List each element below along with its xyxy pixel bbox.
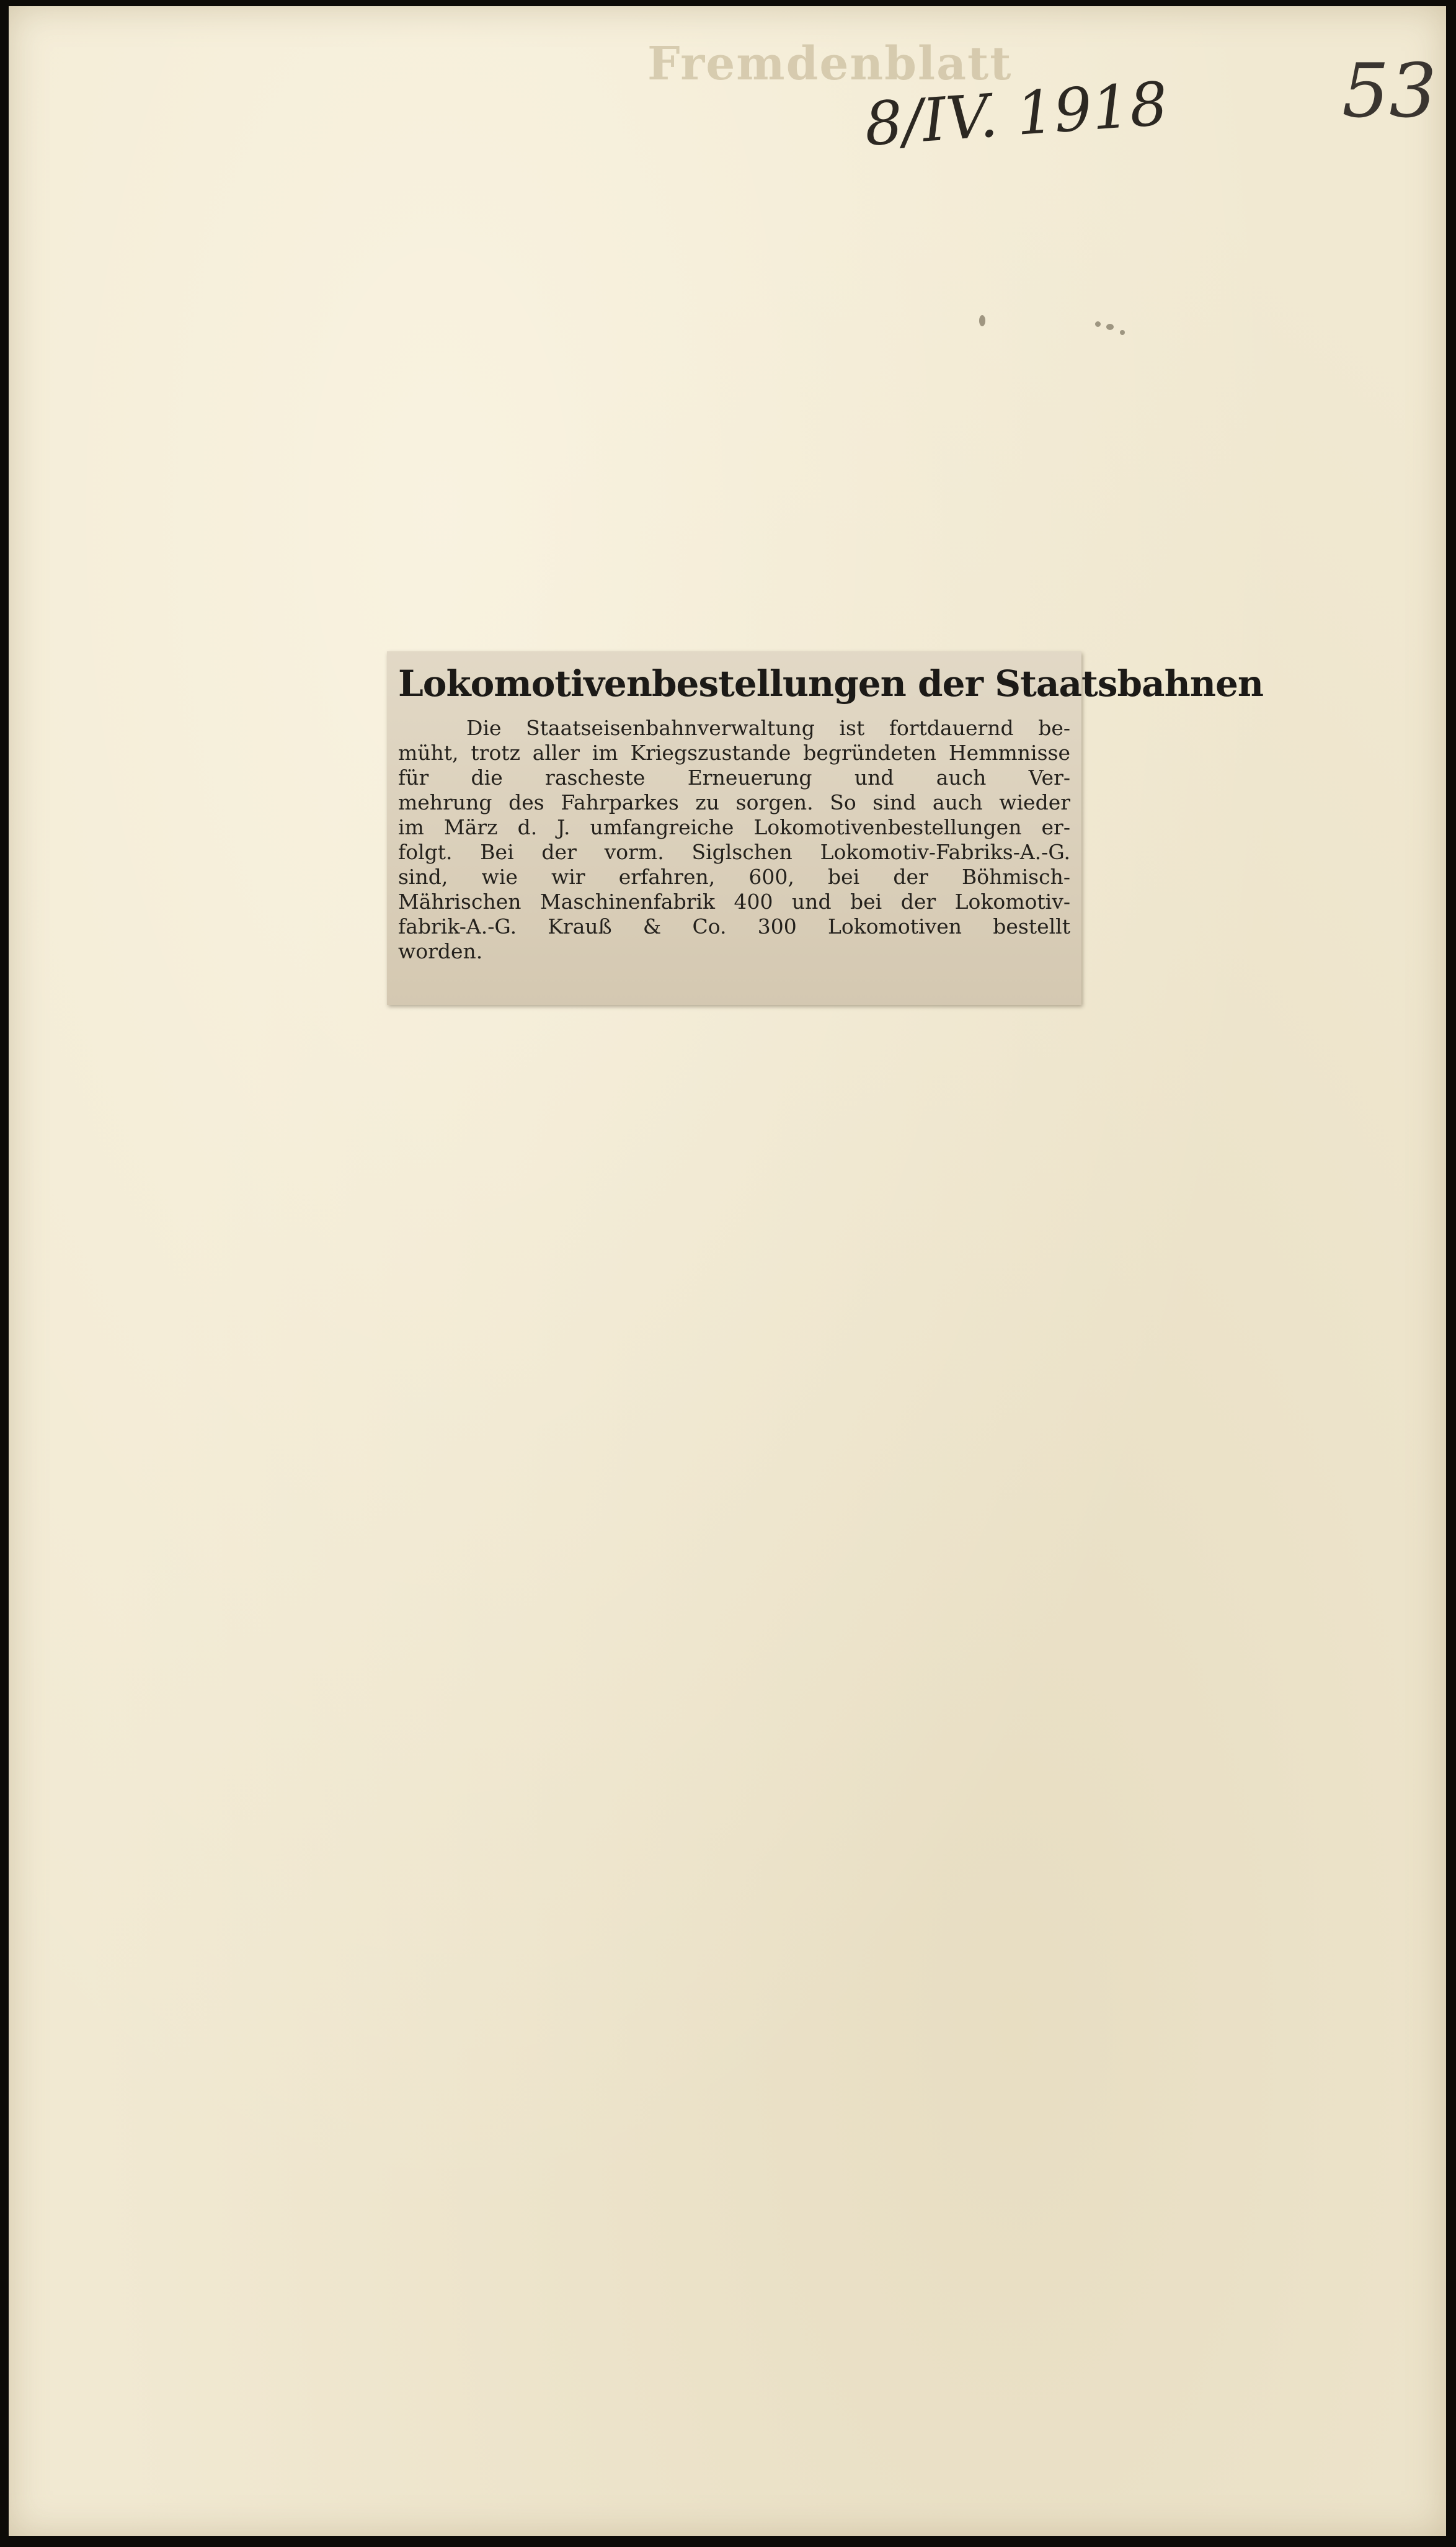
- clipping-line: sind, wie wir erfahren, 600, bei der Böhmisch-: [398, 865, 1070, 889]
- ink-smudge: [1095, 321, 1101, 327]
- ink-smudge: [979, 315, 985, 326]
- page-number: 53: [1342, 48, 1437, 135]
- clipping-line: mehrung des Fahrparkes zu sorgen. So sind auch wieder: [398, 790, 1070, 814]
- clipping-line: folgt. Bei der vorm. Siglschen Lokomotiv-Fabriks-A.-G.: [398, 840, 1070, 864]
- document-page: [9, 6, 1446, 2536]
- clipping-line: Die Staatseisenbahnverwaltung ist fortdauernd be-: [466, 716, 1070, 740]
- ink-smudge: [1106, 324, 1114, 330]
- clipping-line: Mährischen Maschinenfabrik 400 und bei der Lokomotiv-: [398, 890, 1070, 914]
- ink-smudge: [1120, 330, 1125, 335]
- handwritten-date: 8/IV. 1918: [862, 69, 1170, 159]
- clipping-line: für die rascheste Erneuerung und auch Ver-: [398, 765, 1070, 790]
- clipping-line: im März d. J. umfangreiche Lokomotivenbestellungen er-: [398, 815, 1070, 839]
- clipping-line: müht, trotz aller im Kriegszustande begründeten Hemmnisse: [398, 741, 1070, 765]
- newspaper-clipping: [387, 651, 1264, 1005]
- newspaper-stamp: Fremdenblatt: [647, 37, 1013, 91]
- clipping-line: worden.: [398, 939, 483, 963]
- clipping-line: fabrik-A.-G. Krauß & Co. 300 Lokomotiven bestellt: [398, 914, 1070, 939]
- clipping-headline: Lokomotivenbestellungen der Staatsbahnen: [398, 662, 1264, 705]
- clipping-body: [398, 716, 1070, 964]
